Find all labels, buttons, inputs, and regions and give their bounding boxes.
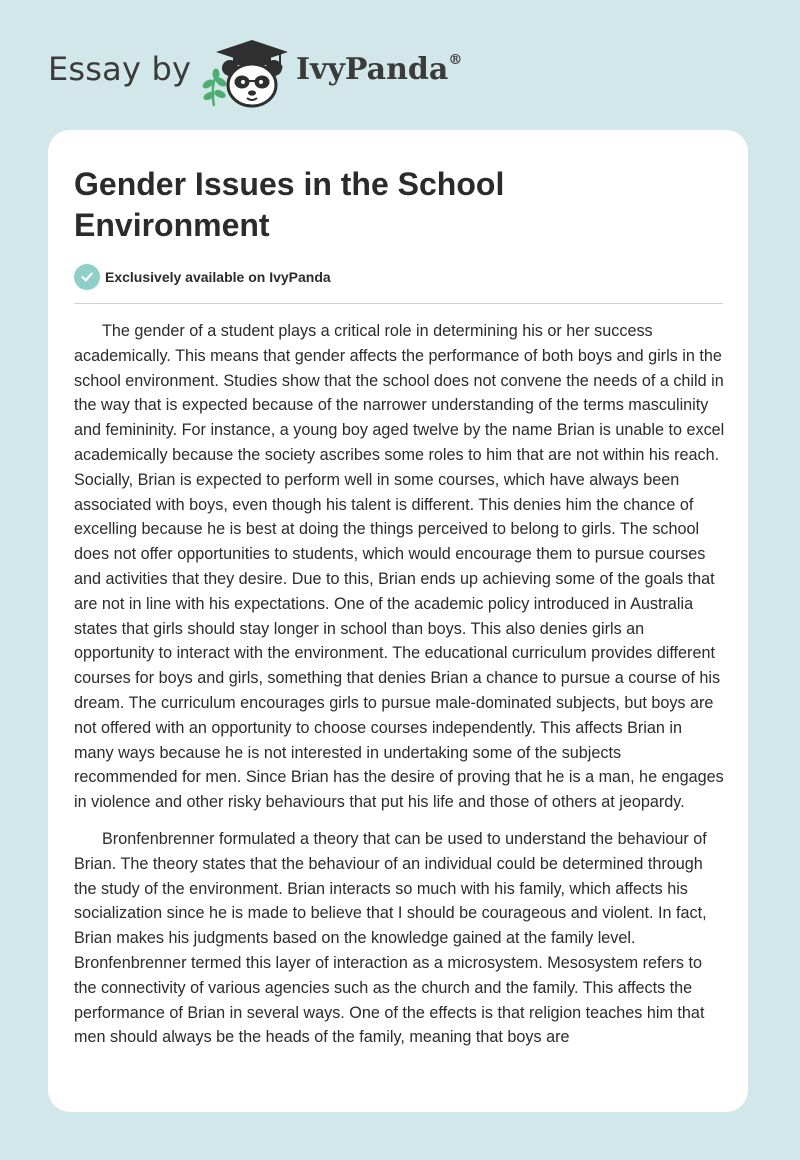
- brand-name-text: IvyPanda: [296, 52, 449, 87]
- exclusive-badge: [74, 264, 331, 290]
- brand-name[interactable]: [296, 52, 462, 87]
- essay-card: [48, 130, 748, 1112]
- leaf-icon: [201, 69, 228, 107]
- essay-by-label: Essay by: [48, 50, 192, 88]
- panda-logo-icon[interactable]: [200, 36, 296, 110]
- registered-mark: ®: [448, 52, 463, 68]
- badge-label: Exclusively available on IvyPanda: [105, 269, 331, 285]
- essay-body: [74, 319, 726, 1062]
- check-icon: [74, 264, 100, 290]
- paragraph: Bronfenbrenner formulated a theory that can be used to understand the behaviour of Brian. The theory states that the behaviour of an individual could be determined through the study of the environment. Brian interacts so much with his family, which affects his socialization since he is made to believe that I should be courageous and violent. In fact, Brian makes his judgments based on the knowledge gained at the family level. Bronfenbrenner termed this layer of interaction as a microsystem. Mesosystem refers to the connectivity of various agencies such as the church and the family. This affects the performance of Brian in several ways. One of the effects is that religion teaches him that men should always be the heads of the family, meaning that boys are: [74, 829, 707, 1047]
- divider: [74, 303, 723, 304]
- site-header: [0, 0, 800, 120]
- paragraph: The gender of a student plays a critical role in determining his or her success academically. This means that gender affects the performance of both boys and girls in the school environment. Studies show that the school does not convene the needs of a child in the way that is expected because of the narrower understanding of the terms masculinity and femininity. For instance, a young boy aged twelve by the name Brian is unable to excel academically because the society ascribes some roles to him that are not within his reach. Socially, Brian is expected to perform well in some courses, which have always been associated with boys, even though his talent is different. This denies him the chance of excelling because he is best at doing the things perceived to belong to girls. The school does not offer opportunities to students, which would encourage them to pursue courses and activities that they desire. Due to this, Brian ends up achieving some of the goals that are not in line with his expectations. One of the academic policy introduced in Australia states that girls should stay longer in school than boys. This also denies girls an opportunity to interact with the environment. The educational curriculum provides different courses for boys and girls, something that denies Brian a chance to pursue a course of his dream. The curriculum encourages girls to pursue male-dominated subjects, but boys are not offered with an opportunity to choose courses independently. This affects Brian in many ways because he is not interested in undertaking some of the subjects recommended for men. Since Brian has the desire of proving that he is a man, he engages in violence and other risky behaviours that put his life and those of others at jeopardy.: [74, 322, 725, 812]
- page-title: Gender Issues in the School Environment: [74, 166, 505, 243]
